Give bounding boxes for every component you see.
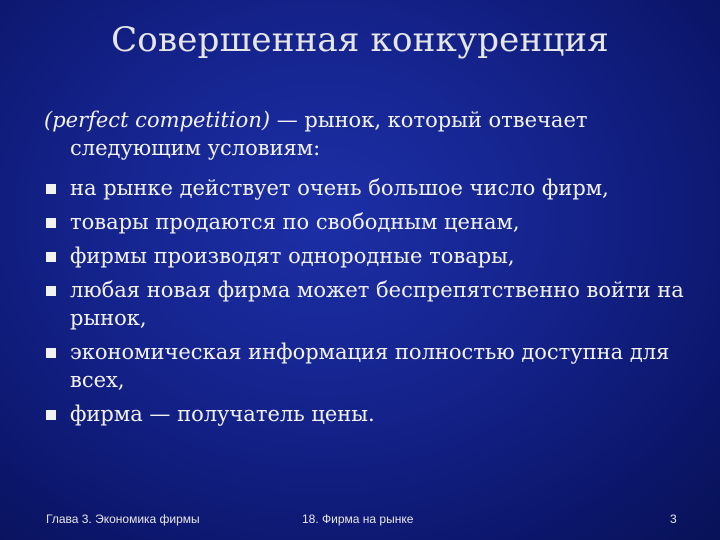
definition-continuation: следующим условиям: — [70, 136, 321, 160]
bullet-square-icon — [46, 252, 56, 262]
list-item-text: любая новая фирма может беспрепятственно войти на рынок, — [70, 278, 684, 330]
bullet-square-icon — [46, 184, 56, 194]
bullet-square-icon — [46, 218, 56, 228]
definition-paragraph — [44, 106, 684, 162]
list-item-text: экономическая информация полностью доступна для всех, — [70, 340, 670, 392]
list-item-text: товары продаются по свободным ценам, — [70, 210, 520, 234]
list-item — [44, 338, 694, 394]
bullet-square-icon — [46, 410, 56, 420]
list-item — [44, 208, 694, 236]
conditions-list — [44, 174, 694, 434]
footer-section: 18. Фирма на рынке — [302, 512, 414, 526]
slide-title: Совершенная конкуренция — [111, 20, 609, 60]
footer-chapter: Глава 3. Экономика фирмы — [46, 512, 200, 526]
definition-term: (perfect competition) — [44, 108, 271, 132]
bullet-square-icon — [46, 348, 56, 358]
list-item-text: на рынке действует очень большое число фирм, — [70, 176, 609, 200]
list-item — [44, 400, 694, 428]
definition-text: рынок, который отвечает — [304, 108, 588, 132]
list-item-text: фирмы производят однородные товары, — [70, 244, 515, 268]
page-number: 3 — [670, 512, 677, 526]
list-item — [44, 242, 694, 270]
list-item-text: фирма — получатель цены. — [70, 402, 375, 426]
definition-dash: — — [270, 108, 305, 132]
bullet-square-icon — [46, 286, 56, 296]
list-item — [44, 276, 694, 332]
list-item — [44, 174, 694, 202]
